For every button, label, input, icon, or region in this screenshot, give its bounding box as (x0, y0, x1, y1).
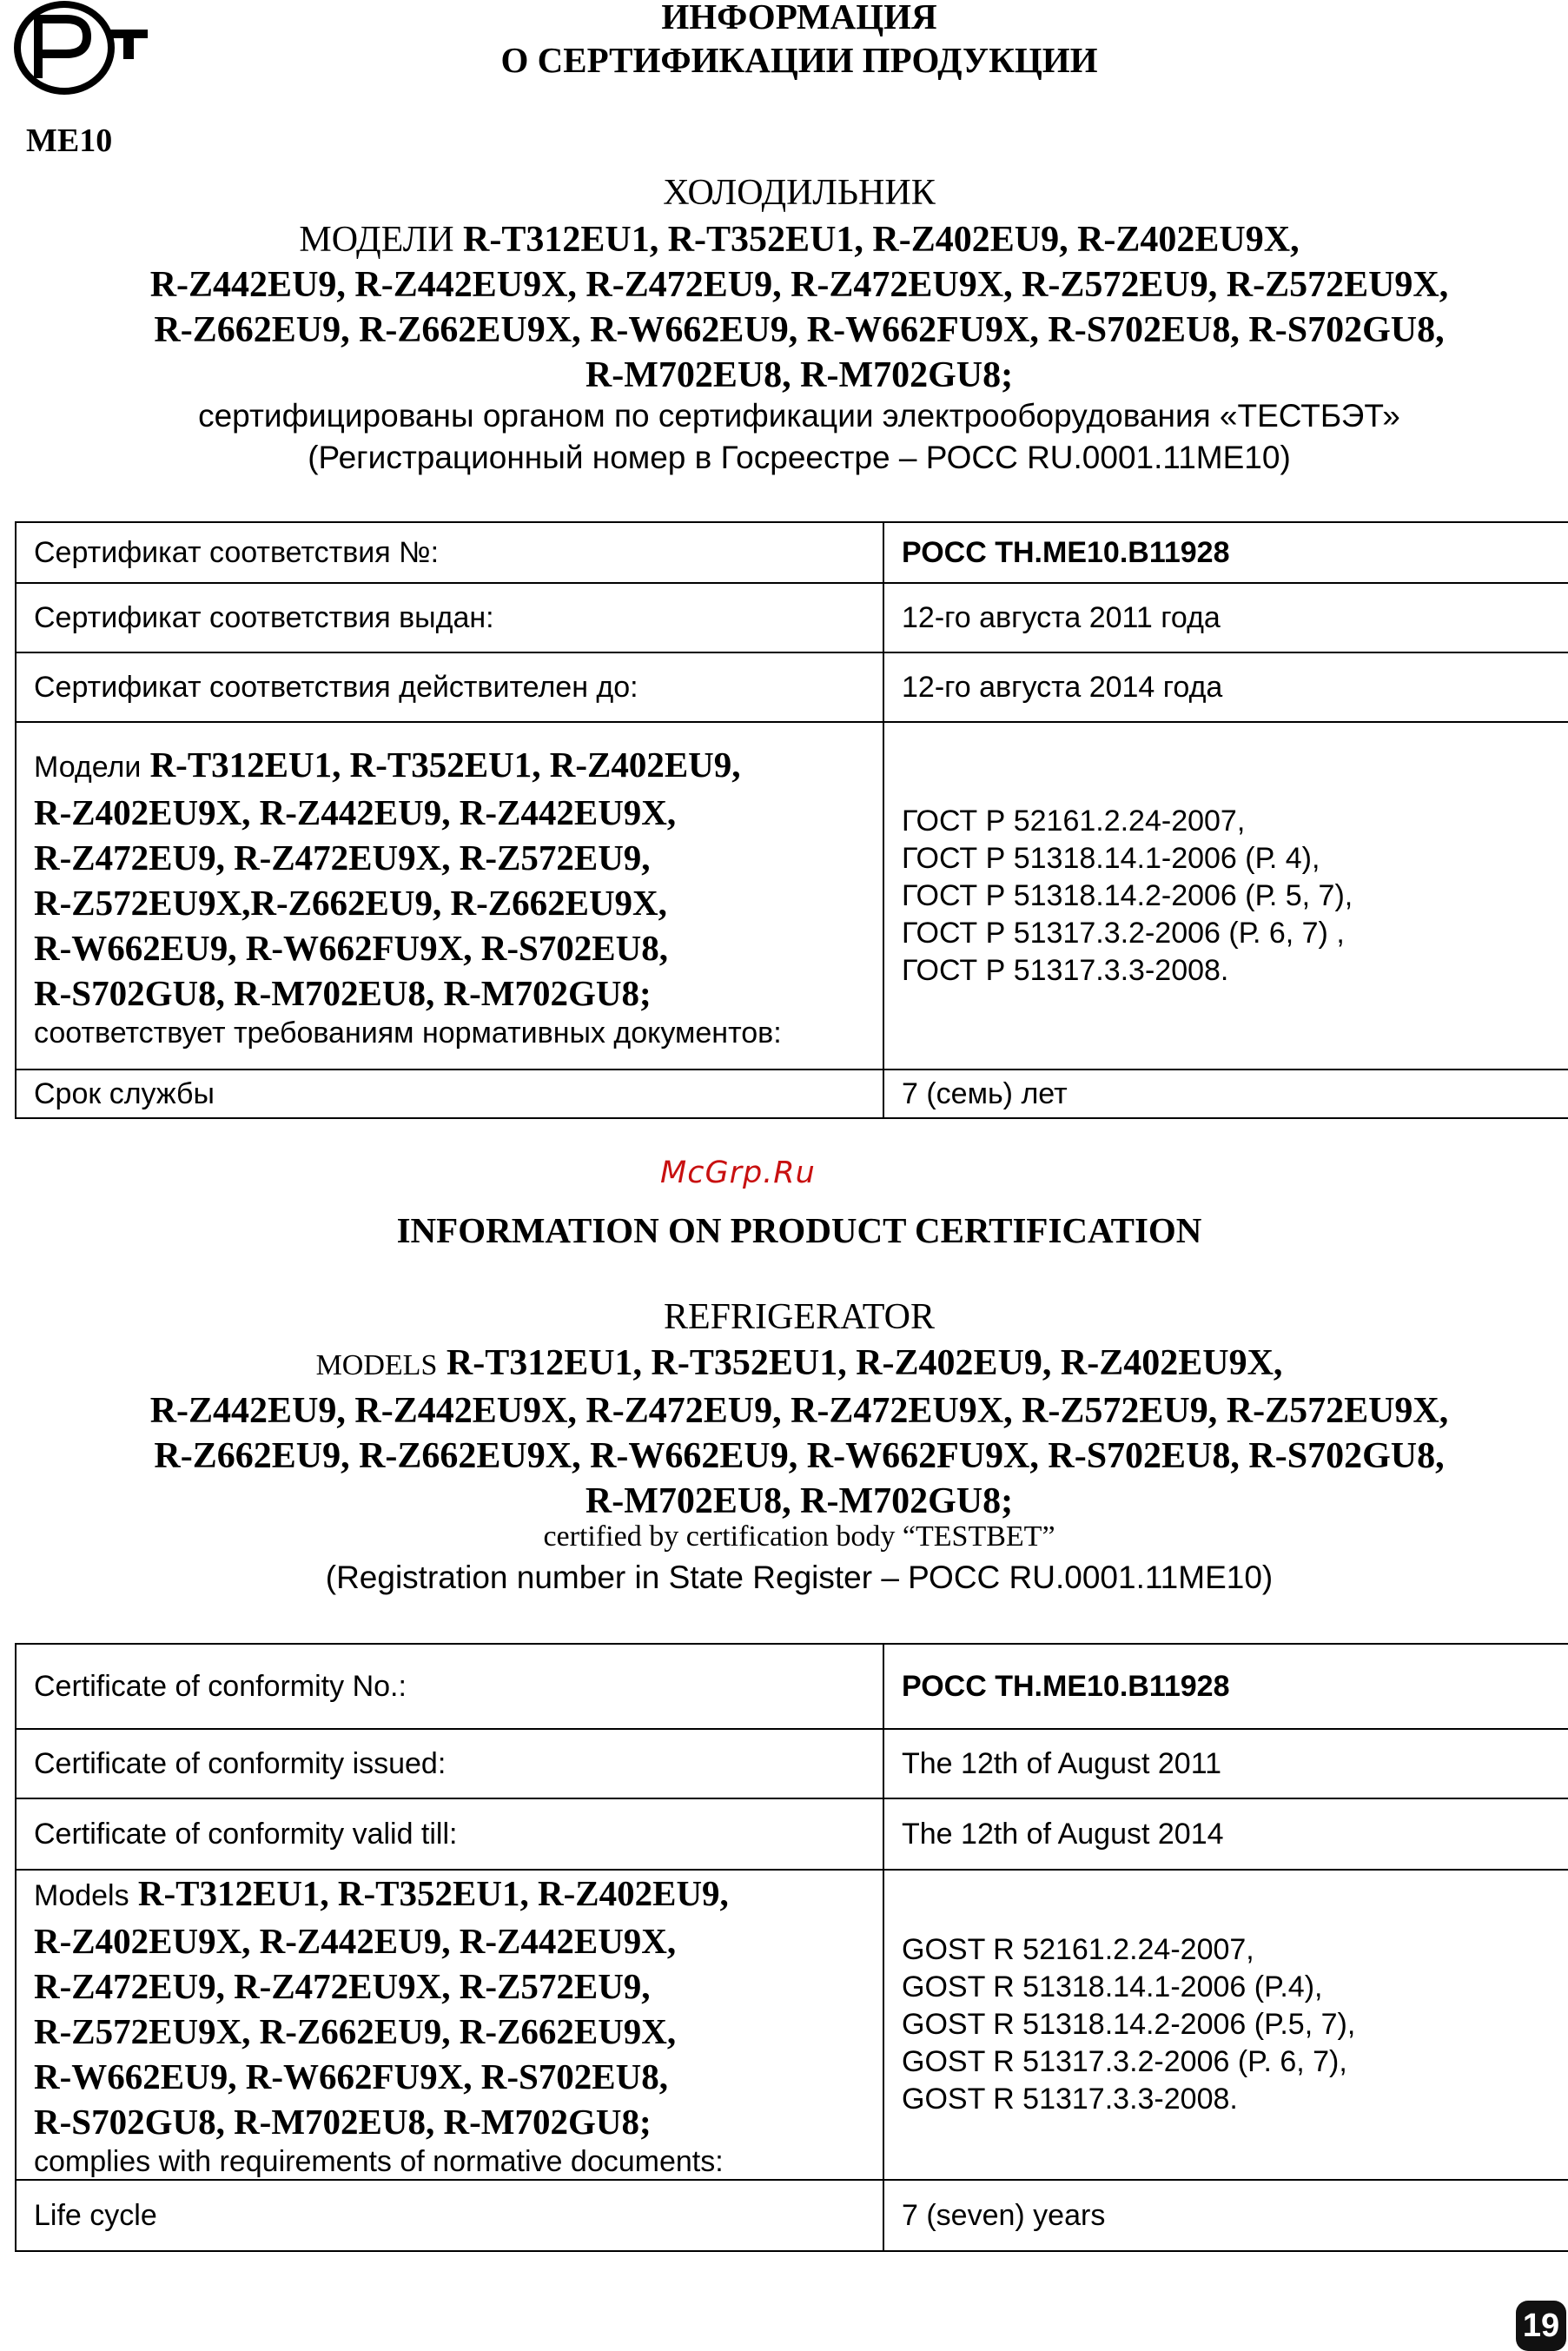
models-line: R-W662EU9, R-W662FU9X, R-S702EU8, (34, 927, 669, 968)
standard-item: ГОСТ Р 52161.2.24-2007, (902, 804, 1246, 838)
standard-item: ГОСТ Р 51317.3.3-2008. (902, 953, 1229, 987)
standard-item: GOST R 51318.14.1-2006 (P.4), (902, 1970, 1323, 2003)
cert-issued-label: Сертификат соответствия выдан: (16, 583, 883, 652)
models-prefix-ru: МОДЕЛИ (299, 220, 454, 260)
certified-by-en: certified by certification body “TESTBET” (543, 1520, 1055, 1553)
certificate-table-ru (15, 521, 1568, 1119)
standard-item: GOST R 51318.14.2-2006 (P.5, 7), (902, 2008, 1356, 2041)
models-line: R-Z662EU9, R-Z662EU9X, R-W662EU9, R-W662FU9X, R-S702EU8, R-S702GU8, (154, 1436, 1445, 1476)
life-label: Срок службы (16, 1070, 883, 1118)
registration-ru: (Регистрационный номер в Госреестре – РОСС RU.0001.11МЕ10) (308, 440, 1291, 475)
cert-valid-value: 12-го августа 2014 года (883, 652, 1568, 722)
standards-cell (883, 1870, 1568, 2180)
cert-number-label: Certificate of conformity No.: (16, 1644, 883, 1729)
page-title-ru-line1: ИНФОРМАЦИЯ (661, 0, 937, 36)
cert-number-value: РОСС TH.ME10.B11928 (883, 522, 1568, 583)
models-line: R-Z572EU9X,R-Z662EU9, R-Z662EU9X, (34, 882, 667, 923)
product-name-ru: ХОЛОДИЛЬНИК (663, 173, 936, 213)
certified-by-ru: сертифицированы органом по сертификации электрооборудования «ТЕСТБЭТ» (198, 398, 1400, 434)
standard-item: GOST R 52161.2.24-2007, (902, 1933, 1254, 1966)
models-line: R-T312EU1, R-T352EU1, R-Z402EU9, R-Z402EU9X, (463, 220, 1300, 260)
pct-certification-mark-icon (12, 0, 151, 96)
models-line: R-T312EU1, R-T352EU1, R-Z402EU9, (149, 744, 741, 785)
models-line: R-Z402EU9X, R-Z442EU9, R-Z442EU9X, (34, 791, 677, 832)
standards-cell (883, 722, 1568, 1070)
models-line: R-W662EU9, R-W662FU9X, R-S702EU8, (34, 2056, 669, 2096)
page-title-en: INFORMATION ON PRODUCT CERTIFICATION (396, 1210, 1202, 1250)
cert-valid-label: Certificate of conformity valid till: (16, 1798, 883, 1870)
cert-issued-label: Certificate of conformity issued: (16, 1729, 883, 1798)
models-line: R-Z472EU9, R-Z472EU9X, R-Z572EU9, (34, 1966, 651, 2006)
models-line: R-Z572EU9X, R-Z662EU9, R-Z662EU9X, (34, 2011, 677, 2051)
models-line: R-Z442EU9, R-Z442EU9X, R-Z472EU9, R-Z472EU9X, R-Z572EU9, R-Z572EU9X, (149, 265, 1449, 305)
models-line: R-Z662EU9, R-Z662EU9X, R-W662EU9, R-W662FU9X, R-S702EU8, R-S702GU8, (154, 310, 1445, 350)
cert-valid-label: Сертификат соответствия действителен до: (16, 652, 883, 722)
certificate-table-en (15, 1643, 1568, 2252)
models-line: R-M702EU8, R-M702GU8; (585, 1481, 1014, 1521)
page-number: 19 (1516, 2301, 1566, 2351)
models-line: R-T312EU1, R-T352EU1, R-Z402EU9, R-Z402EU9X, (446, 1343, 1283, 1383)
registration-en: (Registration number in State Register – РОСС RU.0001.11МЕ10) (325, 1560, 1274, 1595)
standard-item: GOST R 51317.3.2-2006 (P. 6, 7), (902, 2045, 1347, 2078)
models-label: Models (34, 1879, 129, 1912)
cert-valid-value: The 12th of August 2014 (883, 1798, 1568, 1870)
models-line: R-Z442EU9, R-Z442EU9X, R-Z472EU9, R-Z472EU9X, R-Z572EU9, R-Z572EU9X, (149, 1391, 1449, 1431)
standard-item: ГОСТ Р 51317.3.2-2006 (Р. 6, 7) , (902, 916, 1345, 950)
certification-body-code: МЕ10 (26, 123, 113, 159)
cert-number-value: РОСС TH.ME10.B11928 (883, 1644, 1568, 1729)
models-line: R-T312EU1, R-T352EU1, R-Z402EU9, (137, 1873, 729, 1913)
standard-item: GOST R 51317.3.3-2008. (902, 2083, 1238, 2116)
life-label: Life cycle (16, 2180, 883, 2251)
models-cell (16, 1870, 883, 2180)
models-list-en (87, 1341, 1512, 1524)
models-line: R-S702GU8, R-M702EU8, R-M702GU8; (34, 2102, 652, 2142)
models-line: R-S702GU8, R-M702EU8, R-M702GU8; (34, 972, 652, 1013)
cert-issued-value: The 12th of August 2011 (883, 1729, 1568, 1798)
watermark: McGrp.Ru (660, 1156, 816, 1190)
models-label: Модели (34, 750, 142, 784)
models-line: R-Z402EU9X, R-Z442EU9, R-Z442EU9X, (34, 1921, 677, 1961)
page-title-ru-line2: О СЕРТИФИКАЦИИ ПРОДУКЦИИ (500, 40, 1098, 80)
product-name-en: REFRIGERATOR (664, 1297, 935, 1337)
standard-item: ГОСТ Р 51318.14.2-2006 (Р. 5, 7), (902, 878, 1353, 912)
models-list-ru (87, 217, 1512, 398)
models-cell (16, 722, 883, 1070)
models-line: R-Z472EU9, R-Z472EU9X, R-Z572EU9, (34, 837, 651, 877)
models-prefix-en: MODELS (315, 1349, 438, 1381)
life-value: 7 (seven) years (883, 2180, 1568, 2251)
cert-issued-value: 12-го августа 2011 года (883, 583, 1568, 652)
standard-item: ГОСТ Р 51318.14.1-2006 (Р. 4), (902, 841, 1320, 875)
models-line: R-M702EU8, R-M702GU8; (585, 355, 1014, 395)
models-compliance-text: соответствует требованиям нормативных документов: (34, 1016, 782, 1050)
life-value: 7 (семь) лет (883, 1070, 1568, 1118)
models-compliance-text: complies with requirements of normative documents: (34, 2145, 724, 2178)
cert-number-label: Сертификат соответствия №: (16, 522, 883, 583)
